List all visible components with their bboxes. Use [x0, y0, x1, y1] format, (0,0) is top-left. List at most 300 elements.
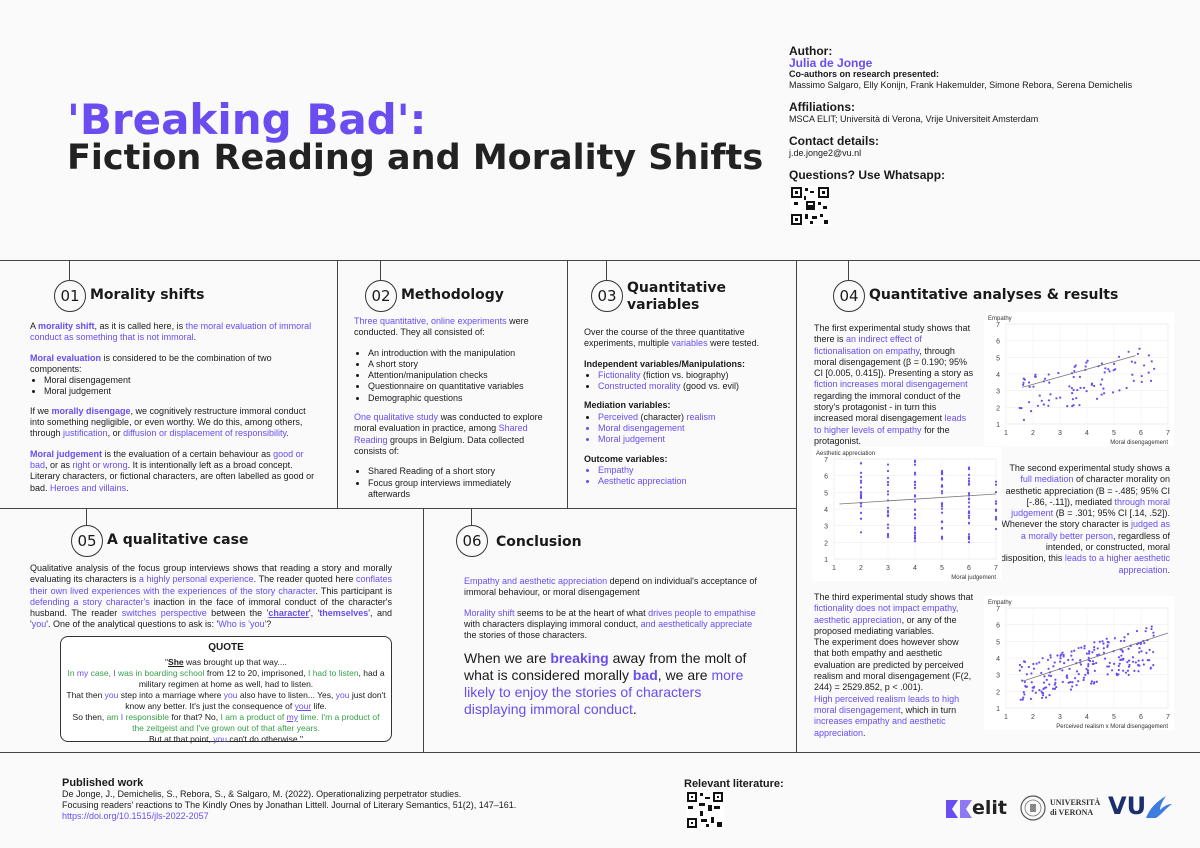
data-point — [887, 536, 889, 538]
data-point — [1143, 663, 1145, 665]
section-title-conclusion: Conclusion — [496, 534, 582, 550]
data-point — [1037, 405, 1039, 407]
data-point — [1107, 644, 1109, 646]
published-work — [62, 778, 582, 822]
data-point — [1088, 653, 1090, 655]
data-point — [941, 472, 943, 474]
x-tick-label: 6 — [967, 565, 971, 572]
data-point — [914, 484, 916, 486]
data-point — [1076, 670, 1078, 672]
data-point — [1052, 665, 1054, 667]
data-point — [1071, 392, 1073, 394]
data-point — [860, 480, 862, 482]
data-point — [1112, 391, 1114, 393]
y-tick-label: 6 — [996, 622, 1000, 630]
data-point — [1047, 668, 1049, 670]
data-point — [1133, 380, 1135, 382]
data-point — [914, 534, 916, 536]
coauthors: Massimo Salgaro, Elly Konijn, Frank Hakemulder, Simone Rebora, Serena Demichelis — [789, 80, 1133, 90]
data-point — [968, 522, 970, 524]
data-point — [1075, 364, 1077, 366]
data-point — [1093, 681, 1095, 683]
data-point — [914, 464, 916, 466]
data-point — [968, 480, 970, 482]
y-axis-label: Empathy — [988, 600, 1012, 606]
data-point — [1036, 663, 1038, 665]
data-point — [914, 500, 916, 502]
data-point — [1061, 669, 1063, 671]
data-point — [941, 490, 943, 492]
data-point — [1132, 661, 1134, 663]
data-point — [1034, 375, 1036, 377]
data-point — [1077, 647, 1079, 649]
data-point — [1145, 652, 1147, 654]
elit-logo-icon — [944, 796, 974, 822]
data-point — [1070, 655, 1072, 657]
section-number-3: 03 — [591, 280, 623, 312]
affiliations-heading: Affiliations: — [789, 100, 855, 114]
data-point — [1118, 669, 1120, 671]
data-point — [1039, 394, 1041, 396]
y-tick-label: 5 — [996, 355, 1000, 363]
data-point — [1073, 650, 1075, 652]
data-point — [941, 536, 943, 538]
data-point — [1031, 681, 1033, 683]
x-tick-label: 7 — [1166, 714, 1170, 721]
whatsapp-heading: Questions? Use Whatsapp: — [789, 168, 946, 182]
data-point — [887, 484, 889, 486]
data-point — [1063, 654, 1065, 656]
author-block — [789, 44, 1169, 182]
data-point — [1030, 698, 1032, 700]
data-point — [1049, 393, 1051, 395]
data-point — [1061, 652, 1063, 654]
data-point — [1047, 405, 1049, 407]
data-point — [1127, 633, 1129, 635]
data-point — [1021, 666, 1023, 668]
y-tick-label: 4 — [996, 372, 1000, 379]
section-5-text: Qualitative analysis of the focus group interviews shows that reading a story and morally evaluating its characters is a highly personal experience. The reader quoted here conflates their own lived experiences with the experiences of the story character. This participant is defending a story character's inaction in the face of immoral conduct of the character's husband. The reader switches perspective between the 'character', 'themselves', and 'you'. One of the analytical questions to ask is: 'Who is 'you'? — [30, 563, 392, 630]
data-point — [1145, 627, 1147, 629]
data-point — [860, 486, 862, 488]
data-point — [1085, 668, 1087, 670]
section-title-methodology: Methodology — [401, 287, 504, 303]
data-point — [1022, 382, 1024, 384]
data-point — [1108, 370, 1110, 372]
y-tick-label: 6 — [996, 338, 1000, 346]
data-point — [1059, 661, 1061, 663]
data-point — [1090, 683, 1092, 685]
data-point — [941, 492, 943, 494]
section-title-quant-results: Quantitative analyses & results — [869, 287, 1119, 303]
x-tick-label: 5 — [940, 565, 944, 572]
title-line-1: 'Breaking Bad': — [67, 95, 427, 144]
data-point — [1055, 397, 1057, 399]
data-point — [1019, 407, 1021, 409]
data-point — [1087, 665, 1089, 667]
x-tick-label: 1 — [1004, 714, 1008, 721]
data-point — [1120, 658, 1122, 660]
data-point — [1070, 650, 1072, 652]
data-point — [1086, 390, 1088, 392]
data-point — [1033, 686, 1035, 688]
x-tick-label: 6 — [1139, 714, 1143, 721]
data-point — [1120, 655, 1122, 657]
publication-line-2: Focusing readers' reactions to The Kindly Ones by Jonathan Littell. Journal of Literary Semantics, 51(2), 147–161. — [62, 800, 517, 810]
data-point — [941, 527, 943, 529]
data-point — [995, 503, 997, 505]
data-point — [887, 507, 889, 509]
x-tick-label: 3 — [1058, 430, 1062, 437]
data-point — [1118, 665, 1120, 667]
data-point — [1071, 685, 1073, 687]
data-point — [1054, 684, 1056, 686]
data-point — [1150, 628, 1152, 630]
published-work-heading: Published work — [62, 777, 144, 789]
data-point — [1119, 663, 1121, 665]
data-point — [995, 528, 997, 530]
data-point — [914, 536, 916, 538]
y-axis-label: Empathy — [988, 316, 1012, 322]
data-point — [1026, 673, 1028, 675]
data-point — [1048, 381, 1050, 383]
data-point — [1072, 389, 1074, 391]
data-point — [1076, 389, 1078, 391]
y-tick-label: 4 — [824, 507, 828, 514]
data-point — [1022, 697, 1024, 699]
data-point — [995, 518, 997, 520]
data-point — [1101, 393, 1103, 395]
data-point — [1023, 419, 1025, 421]
data-point — [1111, 669, 1113, 671]
data-point — [941, 486, 943, 488]
data-point — [1080, 663, 1082, 665]
section-1-text: A morality shift, as it is called here, is the moral evaluation of immoral conduct as something that is not immoral. Moral evaluation is considered to be the combination of two components: • Moral disengagement • Moral judgement If we morally disengage, we cognitively restructure immoral conduct into something negligible, or even worthy. We do this, among others, through justification, or diffusion or displacement of responsibility. Moral judgement is the evaluation of a certain behaviour as good or bad, or as right or wrong. It is intentionally left as a broad concept. Literary characters, or fictional characters, are often labelled as good or bad. Heroes and villains. — [30, 321, 322, 503]
data-point — [1042, 657, 1044, 659]
data-point — [1114, 637, 1116, 639]
data-point — [941, 521, 943, 523]
data-point — [1035, 692, 1037, 694]
data-point — [1143, 364, 1145, 366]
data-point — [1101, 378, 1103, 380]
data-point — [1057, 372, 1059, 374]
data-point — [887, 527, 889, 529]
data-point — [1152, 632, 1154, 634]
data-point — [1083, 679, 1085, 681]
data-point — [1128, 674, 1130, 676]
data-point — [914, 460, 916, 462]
data-point — [1125, 387, 1127, 389]
data-point — [995, 509, 997, 511]
data-point — [968, 517, 970, 519]
data-point — [914, 528, 916, 530]
data-point — [1020, 699, 1022, 701]
data-point — [1046, 679, 1048, 681]
section-4-study-2: The second experimental study shows a full mediation of character morality on aesthetic appreciation (B = -.485; 95% CI [-.86, -.11]), mediated through moral judgement (B = .301; 95% CI [.14, .52]). Whenever the story character is judged as a morally better person, regardless of intended, or constructed, moral disposition, this leads to a higher aesthetic appreciation. — [1000, 463, 1170, 575]
data-point — [1052, 688, 1054, 690]
literature-qr-icon[interactable] — [686, 791, 724, 829]
data-point — [1033, 668, 1035, 670]
y-axis-label: Aesthetic appreciation — [816, 451, 876, 457]
data-point — [1113, 369, 1115, 371]
x-axis-label: Moral judgement — [951, 575, 996, 581]
data-point — [1044, 687, 1046, 689]
data-point — [1150, 667, 1152, 669]
data-point — [1148, 354, 1150, 356]
data-point — [1136, 630, 1138, 632]
data-point — [1141, 375, 1143, 377]
data-point — [1091, 680, 1093, 682]
data-point — [1150, 380, 1152, 382]
section-4-study-1: The first experimental study shows that there is an indirect effect of fictionalisation on empathy, through moral disengagement (β = 0.190; 95% CI [0.005, 0.415]). Presenting a story as fiction increases moral disengagement regarding the immoral conduct of the story's protagonist - in turn this increased moral disengagement leads to higher levels of empathy for the protagonist. — [814, 323, 974, 446]
y-tick-label: 3 — [996, 672, 1000, 680]
data-point — [1072, 659, 1074, 661]
data-point — [1109, 662, 1111, 664]
data-point — [941, 512, 943, 514]
data-point — [1024, 681, 1026, 683]
data-point — [1152, 664, 1154, 666]
data-point — [1084, 674, 1086, 676]
data-point — [1078, 673, 1080, 675]
data-point — [1102, 643, 1104, 645]
section-title-qualitative-case: A qualitative case — [107, 532, 249, 548]
data-point — [1128, 666, 1130, 668]
section-4-study-3: The third experimental study shows that fictionality does not impact empathy, aesthetic appreciation, or any of the proposed mediating variables. The experiment does however show that both empathy and aesthetic evaluation are predicted by perceived realism and moral disengagement (F(2, 244) = 2529.852, p < .001). High perceived realism leads to high moral disengagement, which in turn increases empathy and aesthetic appreciation. — [814, 592, 974, 738]
data-point — [1024, 661, 1026, 663]
data-point — [1153, 635, 1155, 637]
contact-heading: Contact details: — [789, 134, 880, 148]
elit-logo-text: elit — [972, 797, 1007, 819]
data-point — [1127, 670, 1129, 672]
data-point — [968, 498, 970, 500]
data-point — [1101, 362, 1103, 364]
data-point — [1029, 386, 1031, 388]
data-point — [968, 510, 970, 512]
data-point — [1083, 387, 1085, 389]
data-point — [1127, 648, 1129, 650]
x-tick-label: 4 — [913, 565, 917, 572]
data-point — [1103, 652, 1105, 654]
section-title-morality-shifts: Morality shifts — [90, 287, 205, 303]
data-point — [1148, 372, 1150, 374]
section-3-text: Over the course of the three quantitative experiments, multiple variables were tested. Independent variables/Manipulations: • Fictionality (fiction vs. biography) • Constructed morality (good vs. evil) Mediation variables: • Perceived (character) realism • Moral disengagement • Moral judgement Outcome variables: • Empathy • Aesthetic appreciation — [584, 327, 784, 496]
data-point — [860, 482, 862, 484]
data-point — [1117, 673, 1119, 675]
data-point — [1102, 387, 1104, 389]
data-point — [941, 470, 943, 472]
data-point — [1078, 404, 1080, 406]
data-point — [1028, 666, 1030, 668]
data-point — [995, 484, 997, 486]
data-point — [1019, 664, 1021, 666]
data-point — [914, 495, 916, 497]
data-point — [1122, 670, 1124, 672]
data-point — [1050, 675, 1052, 677]
data-point — [1093, 663, 1095, 665]
data-point — [860, 476, 862, 478]
x-tick-label: 1 — [832, 565, 836, 572]
affiliations: MSCA ELIT; Università di Verona, Vrije Universiteit Amsterdam — [789, 114, 1039, 124]
data-point — [1091, 651, 1093, 653]
data-point — [1068, 682, 1070, 684]
data-point — [860, 497, 862, 499]
y-tick-label: 5 — [996, 639, 1000, 647]
data-point — [1147, 659, 1149, 661]
title-line-2: Fiction Reading and Morality Shifts — [67, 138, 764, 178]
data-point — [887, 490, 889, 492]
data-point — [1045, 696, 1047, 698]
data-point — [1070, 689, 1072, 691]
y-tick-label: 1 — [996, 706, 1000, 713]
data-point — [1149, 649, 1151, 651]
data-point — [1151, 625, 1153, 627]
y-tick-label: 1 — [996, 422, 1000, 429]
data-point — [1038, 689, 1040, 691]
data-point — [1134, 361, 1136, 363]
data-point — [968, 502, 970, 504]
data-point — [1023, 691, 1025, 693]
data-point — [1153, 368, 1155, 370]
chart-empathy-vs-realism-disengagement — [984, 596, 1174, 730]
data-point — [914, 517, 916, 519]
data-point — [1040, 672, 1042, 674]
data-point — [1041, 697, 1043, 699]
data-point — [1071, 681, 1073, 683]
data-point — [887, 463, 889, 465]
data-point — [1103, 647, 1105, 649]
x-tick-label: 7 — [1166, 430, 1170, 437]
data-point — [1140, 650, 1142, 652]
data-point — [1048, 399, 1050, 401]
data-point — [914, 532, 916, 534]
data-point — [914, 514, 916, 516]
data-point — [1092, 660, 1094, 662]
data-point — [1142, 659, 1144, 661]
data-point — [1094, 670, 1096, 672]
data-point — [1049, 654, 1051, 656]
data-point — [1152, 651, 1154, 653]
data-point — [1093, 649, 1095, 651]
data-point — [968, 477, 970, 479]
verona-seal-icon — [1020, 795, 1046, 821]
data-point — [914, 472, 916, 474]
data-point — [968, 533, 970, 535]
section-number-6: 06 — [456, 525, 488, 557]
data-point — [1118, 389, 1120, 391]
section-number-4: 04 — [833, 280, 865, 312]
data-point — [968, 515, 970, 517]
data-point — [1123, 636, 1125, 638]
data-point — [1044, 378, 1046, 380]
data-point — [968, 466, 970, 468]
data-point — [1118, 356, 1120, 358]
data-point — [1087, 671, 1089, 673]
y-tick-label: 6 — [824, 473, 828, 481]
data-point — [1072, 398, 1074, 400]
data-point — [860, 491, 862, 493]
data-point — [1028, 401, 1030, 403]
data-point — [1080, 646, 1082, 648]
data-point — [860, 462, 862, 464]
data-point — [1099, 641, 1101, 643]
data-point — [1048, 674, 1050, 676]
data-point — [860, 472, 862, 474]
data-point — [1074, 677, 1076, 679]
data-point — [1132, 656, 1134, 658]
data-point — [1137, 353, 1139, 355]
data-point — [1128, 351, 1130, 353]
data-point — [1048, 683, 1050, 685]
data-point — [914, 508, 916, 510]
data-point — [1138, 647, 1140, 649]
data-point — [995, 500, 997, 502]
data-point — [1096, 681, 1098, 683]
section-title-quant-variables: Quantitative variables — [627, 280, 727, 313]
data-point — [1032, 690, 1034, 692]
data-point — [1032, 386, 1034, 388]
x-axis-label: Perceived realism x Moral disengagement — [1056, 724, 1168, 730]
data-point — [1138, 660, 1140, 662]
data-point — [1076, 684, 1078, 686]
data-point — [968, 538, 970, 540]
x-tick-label: 3 — [1058, 714, 1062, 721]
y-tick-label: 7 — [824, 457, 828, 464]
whatsapp-qr-icon[interactable] — [790, 186, 830, 226]
data-point — [1085, 365, 1087, 367]
data-point — [887, 481, 889, 483]
data-point — [1048, 373, 1050, 375]
data-point — [1145, 630, 1147, 632]
data-point — [1075, 397, 1077, 399]
data-point — [1019, 669, 1021, 671]
data-point — [1096, 654, 1098, 656]
data-point — [941, 503, 943, 505]
data-point — [914, 487, 916, 489]
section-number-5: 05 — [71, 525, 103, 557]
data-point — [1038, 661, 1040, 663]
data-point — [1043, 682, 1045, 684]
data-point — [1032, 663, 1034, 665]
data-point — [1023, 378, 1025, 380]
data-point — [887, 511, 889, 513]
data-point — [1096, 398, 1098, 400]
data-point — [1054, 661, 1056, 663]
coauthors-heading: Co-authors on research presented: — [789, 69, 940, 79]
data-point — [1118, 656, 1120, 658]
data-point — [1066, 674, 1068, 676]
contact-email[interactable]: j.de.jonge2@vu.nl — [789, 148, 862, 158]
chart-aesthetic-vs-moral-judgement — [812, 447, 1002, 581]
publication-doi-link[interactable]: https://doi.org/10.1515/jls-2022-2057 — [62, 811, 209, 821]
y-tick-label: 5 — [824, 490, 828, 498]
data-point — [941, 477, 943, 479]
verona-logo-text: UNIVERSITÀ di VERONA — [1050, 798, 1101, 817]
data-point — [1043, 403, 1045, 405]
data-point — [1022, 699, 1024, 701]
data-point — [1083, 677, 1085, 679]
data-point — [1108, 665, 1110, 667]
data-point — [1083, 647, 1085, 649]
data-point — [1131, 374, 1133, 376]
data-point — [1104, 367, 1106, 369]
data-point — [860, 531, 862, 533]
data-point — [1107, 368, 1109, 370]
chart-empathy-vs-moral-disengagement — [984, 312, 1174, 446]
data-point — [887, 470, 889, 472]
y-tick-label: 7 — [996, 322, 1000, 329]
x-tick-label: 6 — [1139, 430, 1143, 437]
data-point — [1063, 662, 1065, 664]
